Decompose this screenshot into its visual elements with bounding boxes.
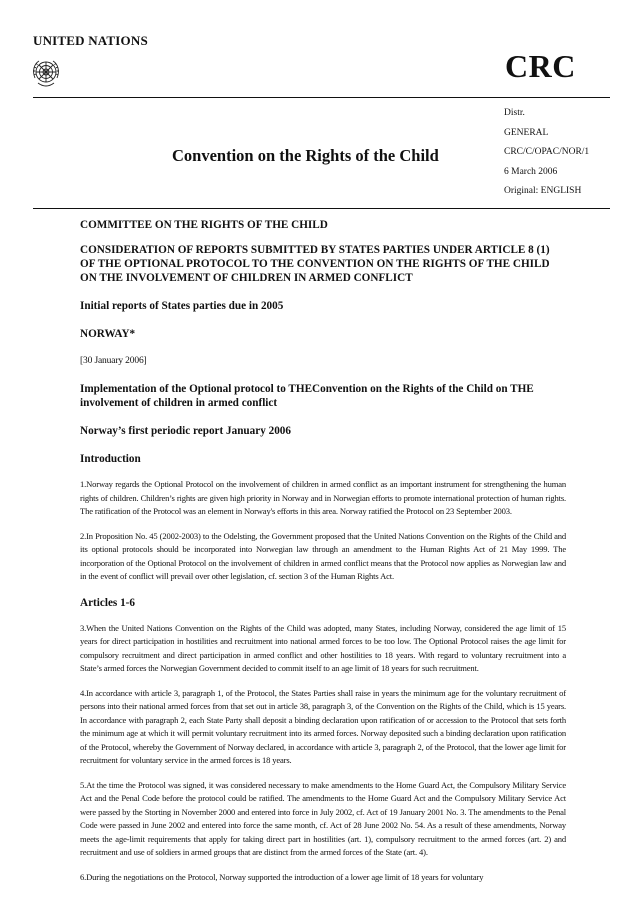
paragraph-2: 2.In Proposition No. 45 (2002-2003) to the Odelsting, the Government proposed that the United Nations Convention on the Rights of the Child and its optional protocols should be incorporated into Norwegian law through an amendment to the Human Rights Act of 21 May 1999. The incorporation of the Optional Protocol on the involvement of children in armed conflict means that the Protocol now applies as Norwegian law and in the event of conflict will prevail over other legislation, cf. section 3 of the Human Rights Act.	[80, 530, 566, 581]
document-body	[80, 218, 566, 884]
committee-heading: COMMITTEE ON THE RIGHTS OF THE CHILD	[80, 219, 328, 231]
introduction-heading: Introduction	[80, 453, 141, 465]
paragraph-3: 3.When the United Nations Convention on the Rights of the Child was adopted, many States, including Norway, considered the age limit of 15 years for direct participation in hostilities and recruitment into national armed forces to be too low. The Optional Protocol raises the age limit for compulsory recruitment and direct participation in armed conflict and other hostilities to 18 years. With regard to voluntary recruitment into a State’s armed forces the Norwegian Government decided to commit itself to an age limit of 18 years for such recruitment.	[80, 622, 566, 673]
periodic-report-heading: Norway’s first periodic report January 2006	[80, 425, 291, 437]
document-meta	[504, 104, 589, 202]
organization-name: UNITED NATIONS	[33, 33, 148, 48]
meta-general: GENERAL	[504, 127, 549, 138]
meta-document-code: CRC/C/OPAC/NOR/1	[504, 147, 590, 157]
report-date: [30 January 2006]	[80, 356, 147, 366]
articles-heading: Articles 1-6	[80, 596, 135, 609]
un-emblem-icon	[30, 58, 62, 90]
country-heading: NORWAY*	[80, 328, 136, 340]
header-rule-bottom	[33, 208, 610, 209]
implementation-heading: Implementation of the Optional protocol to THEConvention on the Rights of the Child on THE involvement of children in armed conflict	[80, 383, 534, 409]
meta-original-language: Original: ENGLISH	[504, 186, 582, 196]
meta-distribution: Distr.	[504, 108, 525, 118]
paragraph-1: 1.Norway regards the Optional Protocol on the involvement of children in armed conflict as an important instrument for strengthening the human rights of children. Children’s rights are given high priority in Norway and in Norwegian efforts to promote international protection of human rights. The ratification of the Protocol was an element in Norway's efforts in this area. Norway ratified the Protocol on 23 September 2003.	[80, 479, 566, 516]
paragraph-6: 6.During the negotiations on the Protocol, Norway supported the introduction of a lower age limit of 18 years for voluntary	[80, 871, 484, 882]
paragraph-5: 5.At the time the Protocol was signed, it was considered necessary to make amendments to the Home Guard Act, the Compulsory Military Service Act and the Penal Code before the protocol could be ratified. The amendments to the Home Guard Act and the Compulsory Military Service Act were passed by the Storting in November 2000 and entered into force in July 2002, cf. Act of 19 January 2001 No. 3. The amendments to the Penal Code were passed in June 2002 and entered into force the same month, cf. Act of 28 June 2002 No. 54. As a result of these amendments, Norway meets the age-limit requirements that apply for taking direct part in hostilities (art. 1), compulsory recruitment to the armed forces (art. 2) and recruitment and use of soldiers in armed groups that are distinct from the armed forces of the State (art. 4).	[80, 779, 566, 857]
document-symbol: CRC	[505, 48, 576, 84]
consideration-heading: CONSIDERATION OF REPORTS SUBMITTED BY STATES PARTIES UNDER ARTICLE 8 (1) OF THE OPTIONAL PROTOCOL TO THE CONVENTION ON THE RIGHTS OF THE CHILD ON THE INVOLVEMENT OF CHILDREN IN ARMED CONFLICT	[80, 244, 550, 284]
convention-title: Convention on the Rights of the Child	[172, 146, 439, 165]
initial-reports-heading: Initial reports of States parties due in 2005	[80, 300, 284, 312]
header-rule-top	[33, 97, 610, 98]
paragraph-4: 4.In accordance with article 3, paragraph 1, of the Protocol, the States Parties shall raise in years the minimum age for the voluntary recruitment of persons into their national armed forces from that set out in article 38, paragraph 3, of the Convention on the Rights of the Child, which is 15 years. In accordance with paragraph 2, each State Party shall deposit a binding declaration upon ratification of or accession to the Protocol that sets forth the minimum age at which it will permit voluntary recruitment into its armed forces. Norway deposited such a binding declaration upon ratification of the Protocol, whereby the Government of Norway declared, in accordance with article 3, paragraph 2, of the Protocol, that the lower age limit for recruitment for voluntary service in the armed forces is 18 years.	[80, 687, 566, 765]
meta-date: 6 March 2006	[504, 166, 558, 177]
